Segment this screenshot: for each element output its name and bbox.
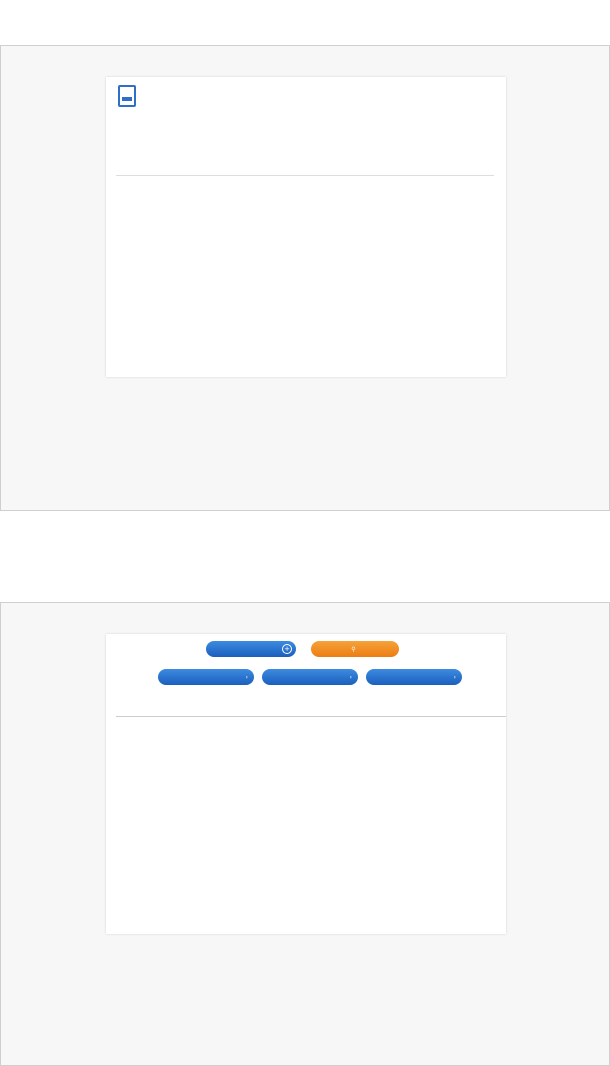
divider: [116, 716, 506, 717]
search-button[interactable]: [311, 641, 399, 657]
contract-info-card: [0, 45, 610, 511]
form-select-button[interactable]: ›: [366, 669, 462, 685]
divider: [116, 175, 494, 176]
contract-detail-screenshot: [106, 77, 506, 377]
alert-list-card: [0, 602, 610, 1066]
excel-export-button[interactable]: ›: [262, 669, 358, 685]
csv-export-button[interactable]: ›: [158, 669, 254, 685]
add-condition-button[interactable]: [206, 641, 296, 657]
search-icon: ⚲: [351, 645, 356, 653]
alert-list-screenshot: [106, 634, 506, 934]
plus-icon: +: [282, 644, 292, 654]
building-icon: [118, 85, 136, 107]
